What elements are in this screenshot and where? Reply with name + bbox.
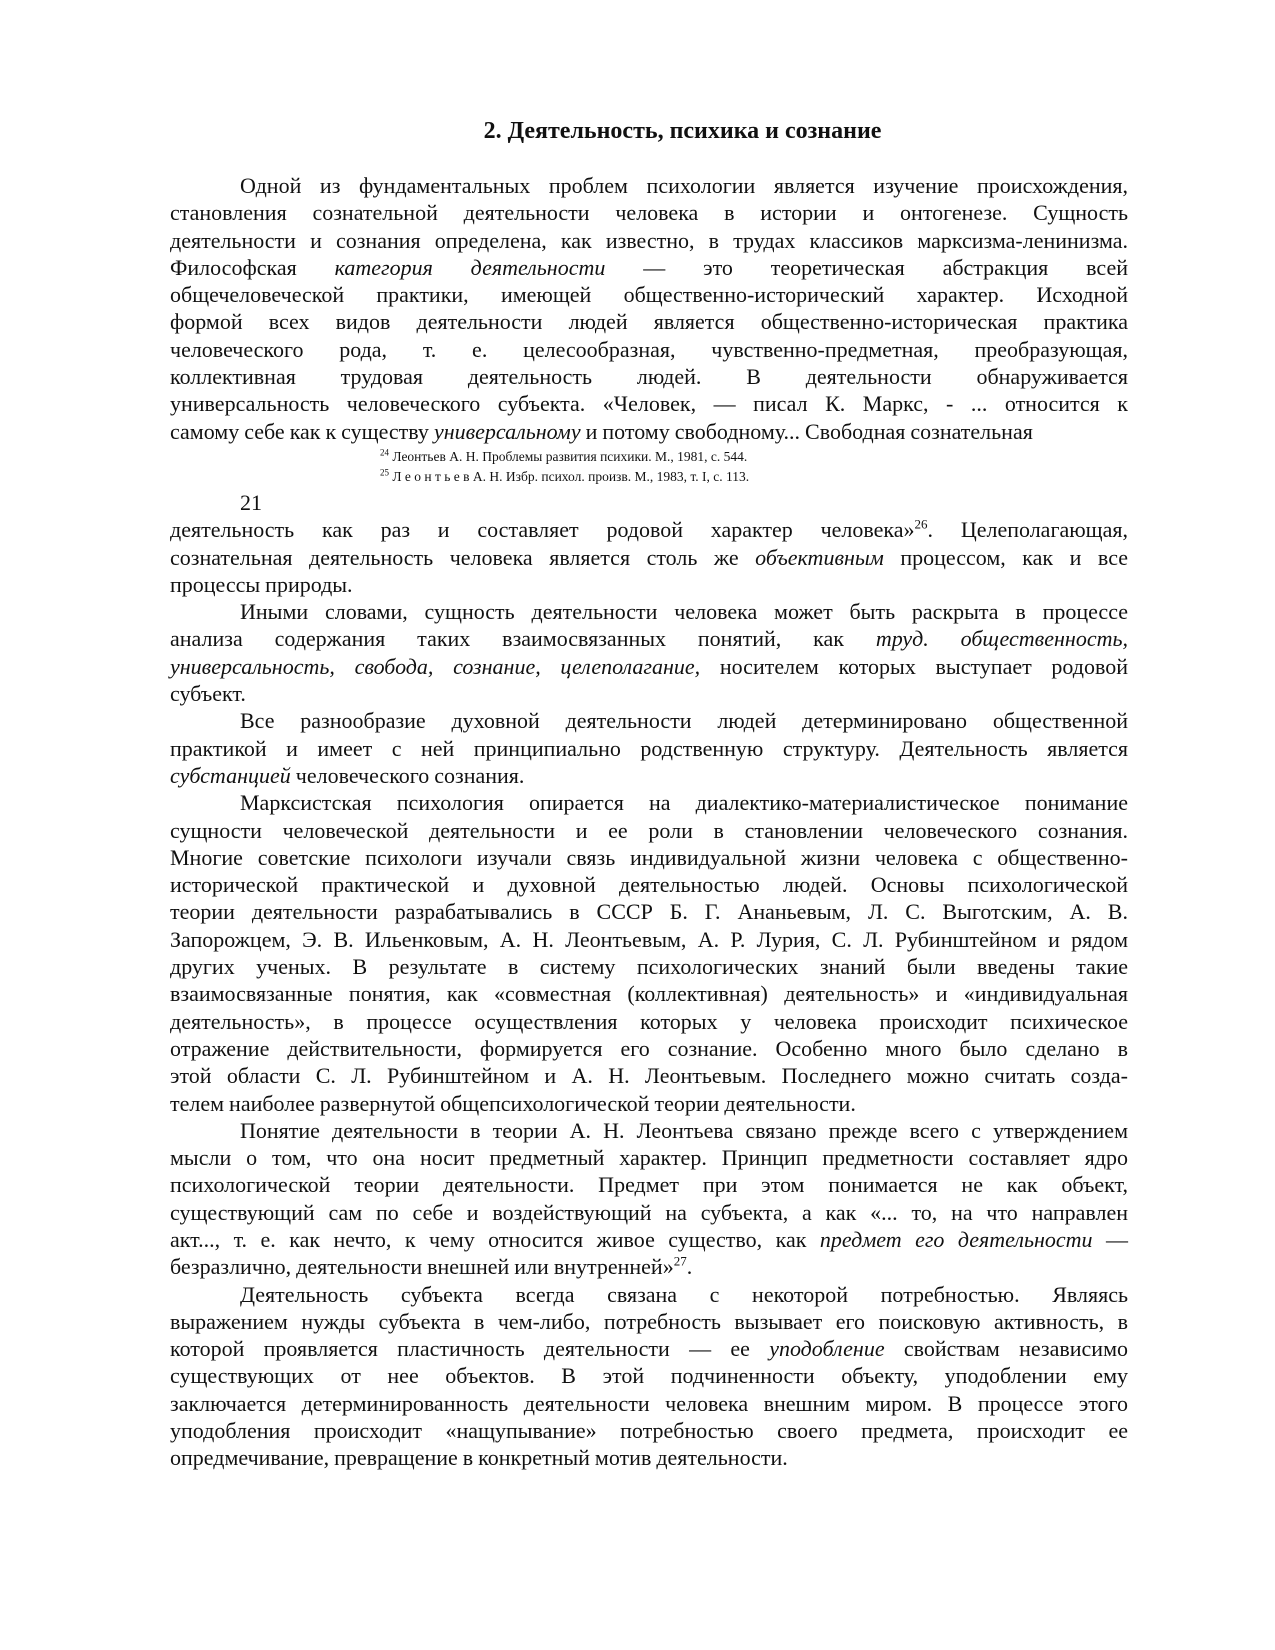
text-block-bottom — [170, 516, 1128, 1471]
text-span: других ученых. В результате в систему психологических знаний были введены такие — [170, 954, 1128, 980]
emphasis-text: предмет его деятельности — [819, 1226, 1093, 1252]
text-span: психологической теории деятельности. Предмет при этом понимается не как объект, — [170, 1172, 1128, 1198]
paragraph — [170, 707, 1128, 789]
text-span: — это теоретическая абстракция всей — [605, 254, 1129, 280]
text-span: этой области С. Л. Рубинштейном и А. Н. Леонтьевым. Последнего можно считать созда- — [170, 1063, 1128, 1089]
text-line — [170, 844, 1128, 871]
text-line — [170, 418, 1128, 445]
text-line — [170, 1117, 1128, 1144]
text-line — [170, 953, 1128, 980]
text-line — [170, 544, 1128, 571]
text-span: акт..., т. е. как нечто, к чему относится живое существо, как — [170, 1226, 820, 1252]
text-span: Многие советские психологи изучали связь индивидуальной жизни человека с общественно- — [170, 844, 1128, 870]
text-line — [170, 516, 1128, 543]
text-span: сознательная деятельность человека является столь же — [170, 544, 756, 570]
text-span: Одной из фундаментальных проблем психологии является изучение происхождения, — [240, 173, 1128, 198]
emphasis-text: уподобление — [769, 1336, 885, 1362]
text-span: коллективная трудовая деятельность людей. В деятельности обнаруживается — [170, 364, 1128, 390]
text-span: Понятие деятельности в теории А. Н. Леонтьева связано прежде всего с утверждением — [240, 1117, 1128, 1143]
paragraph — [170, 598, 1128, 707]
footnote-number: 25 — [380, 467, 389, 478]
footnotes — [380, 447, 1275, 487]
text-span: анализа содержания таких взаимосвязанных понятий, как — [170, 626, 876, 652]
emphasis-text: труд. общественность, — [875, 626, 1128, 652]
text-span: мысли о том, что она носит предметный характер. Принцип предметности составляет ядро — [170, 1145, 1128, 1171]
text-span: субъект. — [170, 681, 246, 707]
text-span: Запорожцем, Э. В. Ильенковым, А. Н. Леонтьевым, А. Р. Лурия, С. Л. Рубинштейном и рядом — [170, 926, 1128, 952]
text-line — [170, 1008, 1128, 1035]
text-line — [170, 817, 1128, 844]
text-line — [170, 308, 1128, 335]
text-line — [170, 1281, 1128, 1308]
text-span: Иными словами, сущность деятельности человека может быть раскрыта в процессе — [240, 599, 1128, 625]
text-span: . Целеполагающая, — [927, 517, 1128, 543]
text-span: существующих от нее объектов. В этой подчиненности объекту, уподоблении ему — [170, 1363, 1128, 1389]
text-span: Все разнообразие духовной деятельности людей детерминировано общественной — [240, 708, 1128, 734]
text-line — [170, 199, 1128, 226]
text-span: универсальность человеческого субъекта. «Человек, — писал К. Маркс, - ... относится к — [170, 391, 1128, 417]
text-line — [170, 227, 1128, 254]
text-span: общечеловеческой практики, имеющей общественно-исторический характер. Исходной — [170, 282, 1128, 308]
text-span: Философская — [170, 254, 335, 280]
text-span: сущности человеческой деятельности и ее роли в становлении человеческого сознания. — [170, 817, 1128, 843]
text-line — [170, 1090, 1128, 1117]
text-span: самому себе как к существу — [170, 418, 434, 444]
text-line — [170, 680, 1128, 707]
text-span: формой всех видов деятельности людей является общественно-историческая практика — [170, 309, 1128, 335]
paragraph — [170, 172, 1128, 445]
text-line — [170, 1171, 1128, 1198]
text-line — [170, 1417, 1128, 1444]
text-span: Деятельность субъекта всегда связана с некоторой потребностью. Являясь — [240, 1281, 1128, 1307]
text-span: деятельность как раз и составляет родовой характер человека» — [170, 517, 915, 543]
text-line — [170, 1335, 1128, 1362]
text-line — [170, 1199, 1128, 1226]
text-span: . — [686, 1254, 693, 1280]
text-line — [170, 390, 1128, 417]
text-line — [170, 598, 1128, 625]
text-span: Марксистская психология опирается на диалектико-материалистическое понимание — [240, 790, 1128, 816]
text-span: и потому свободному... Свободная сознательная — [580, 418, 1033, 444]
text-line — [170, 707, 1128, 734]
footnote-25 — [380, 467, 1275, 487]
text-line — [170, 1144, 1128, 1171]
text-line — [170, 926, 1128, 953]
text-span: выражением нужды субъекта в чем-либо, потребность вызывает его поисковую активность, в — [170, 1308, 1128, 1334]
text-span: человеческого сознания. — [290, 762, 525, 788]
text-span: безразлично, деятельности внешней или внутренней» — [170, 1254, 674, 1280]
text-span: взаимосвязанные понятия, как «совместная (коллективная) деятельность» и «индивидуальная — [170, 981, 1128, 1007]
text-line — [170, 735, 1128, 762]
paragraph — [170, 516, 1128, 598]
text-span: существующий сам по себе и воздействующий на субъекта, а как «... то, на что направлен — [170, 1199, 1128, 1225]
text-line — [170, 1062, 1128, 1089]
text-line — [170, 980, 1128, 1007]
text-span: деятельности и сознания определена, как известно, в трудах классиков марксизма-ленинизма. — [170, 227, 1128, 253]
text-line — [170, 1226, 1128, 1253]
emphasis-text: универсальность, свобода, сознание, целеполагание, — [170, 653, 701, 679]
text-line — [170, 336, 1128, 363]
text-line — [170, 871, 1128, 898]
emphasis-text: объективным — [755, 544, 884, 570]
text-span: свойствам независимо — [884, 1336, 1128, 1362]
paragraph — [170, 1117, 1128, 1281]
text-line — [170, 172, 1128, 199]
text-line — [170, 254, 1128, 281]
text-span: телем наиболее развернутой общепсихологической теории деятельности. — [170, 1090, 856, 1116]
footnote-text: Леонтьев А. Н. Проблемы развития психики. М., 1981, с. 544. — [392, 448, 748, 464]
text-block-top — [170, 172, 1128, 445]
text-span: деятельность», в процессе осуществления которых у человека происходит психическое — [170, 1008, 1128, 1034]
text-span: опредмечивание, превращение в конкретный мотив деятельности. — [170, 1445, 788, 1471]
text-line — [170, 1253, 1128, 1280]
section-title: 2. Деятельность, психика и сознание — [483, 118, 882, 144]
text-line — [170, 571, 1128, 598]
footnote-number: 24 — [380, 447, 389, 458]
text-span: заключается детерминированность деятельности человека внешним миром. В процессе этого — [170, 1390, 1128, 1416]
text-line — [170, 653, 1128, 680]
text-line — [170, 762, 1128, 789]
footnote-24 — [380, 447, 1275, 467]
text-line — [170, 625, 1128, 652]
text-line — [170, 363, 1128, 390]
footnote-ref: 26 — [914, 516, 928, 532]
text-span: человеческого рода, т. е. целесообразная, чувственно-предметная, преобразующая, — [170, 336, 1128, 362]
text-line — [170, 1390, 1128, 1417]
paragraph — [170, 789, 1128, 1117]
text-span: которой проявляется пластичность деятельности — ее — [170, 1336, 770, 1362]
text-span: практикой и имеет с ней принципиально родственную структуру. Деятельность является — [170, 735, 1128, 761]
text-line — [170, 281, 1128, 308]
text-line — [170, 789, 1128, 816]
paragraph — [170, 1281, 1128, 1472]
text-span: исторической практической и духовной деятельностью людей. Основы психологической — [170, 872, 1128, 898]
text-span: процессы природы. — [170, 571, 353, 597]
emphasis-text: категория деятельности — [334, 254, 606, 280]
emphasis-text: субстанцией — [170, 762, 291, 788]
page-number: 21 — [240, 489, 262, 515]
text-line — [170, 1308, 1128, 1335]
footnote-text: Л е о н т ь е в А. Н. Избр. психол. произв. М., 1983, т. I, с. 113. — [392, 468, 750, 484]
text-span: теории деятельности разрабатывались в СССР Б. Г. Ананьевым, Л. С. Выготским, А. В. — [170, 899, 1128, 925]
text-span: — — [1092, 1226, 1129, 1252]
text-span: становления сознательной деятельности человека в истории и онтогенезе. Сущность — [170, 200, 1128, 226]
text-line — [170, 898, 1128, 925]
text-span: процессом, как и все — [883, 544, 1128, 570]
emphasis-text: универсальному — [433, 418, 581, 444]
text-span: уподобления происходит «нащупывание» потребностью своего предмета, происходит ее — [170, 1418, 1128, 1444]
text-line — [170, 1035, 1128, 1062]
text-span: отражение действительности, формируется его сознание. Особенно много было сделано в — [170, 1035, 1128, 1061]
text-span: носителем которых выступает родовой — [700, 653, 1128, 679]
text-line — [170, 1444, 1128, 1471]
footnote-ref: 27 — [673, 1253, 687, 1269]
text-line — [170, 1362, 1128, 1389]
